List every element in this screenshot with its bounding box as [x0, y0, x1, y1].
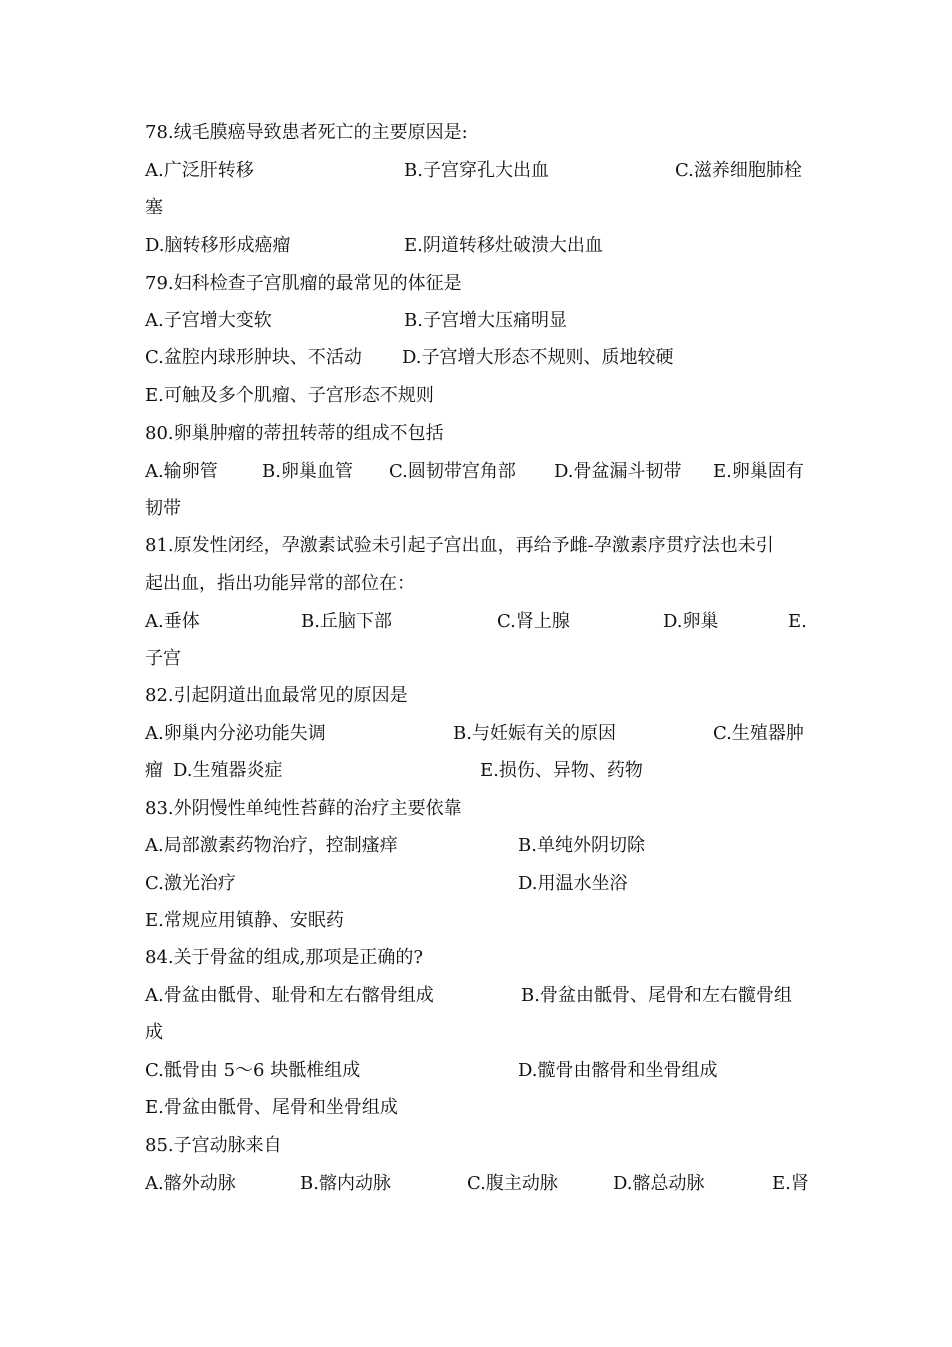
question-78-options-line-3 [0, 231, 952, 261]
question-78-stem-line [0, 118, 952, 148]
question-84-option-c: C.骶骨由 5～6 块骶椎组成 [145, 1060, 361, 1081]
question-80-option-d: D.骨盆漏斗韧带 [554, 461, 682, 482]
question-82-options-line-1 [0, 719, 952, 749]
question-84-stem-line [0, 943, 952, 973]
question-85-option-e: E.肾 [772, 1173, 809, 1194]
question-84-stem: 84.关于骨盆的组成,那项是正确的? [145, 947, 423, 968]
question-84-options-line-3 [0, 1056, 952, 1086]
question-79-option-d: D.子宫增大形态不规则、质地较硬 [402, 347, 674, 368]
question-83-options-line-2 [0, 869, 952, 899]
question-79-option-e: E.可触及多个肌瘤、子宫形态不规则 [145, 385, 434, 406]
question-85-option-c: C.腹主动脉 [467, 1173, 558, 1194]
question-85-options-line-1 [0, 1169, 952, 1199]
question-80-options-line-1 [0, 457, 952, 487]
question-80-option-a: A.输卵管 [145, 461, 218, 482]
question-85-stem-line [0, 1131, 952, 1161]
question-82-options-line-2 [0, 756, 952, 786]
question-81-stem: 81.原发性闭经，孕激素试验未引起子宫出血，再给予雌-孕激素序贯疗法也未引 [145, 535, 774, 556]
question-79-option-a: A.子宫增大变软 [145, 310, 272, 331]
question-83-option-d: D.用温水坐浴 [518, 873, 628, 894]
question-78-option-b: B.子宫穿孔大出血 [404, 160, 549, 181]
question-80-options-line-2 [0, 494, 952, 524]
question-78-option-c: C.滋养细胞肺栓 [675, 160, 802, 181]
question-80-option-c: C.圆韧带宫角部 [389, 461, 516, 482]
question-79-option-b: B.子宫增大压痛明显 [404, 310, 567, 331]
question-78-stem: 78.绒毛膜癌导致患者死亡的主要原因是: [145, 122, 468, 143]
question-81-option-d: D.卵巢 [663, 611, 719, 632]
question-83-option-b: B.单纯外阴切除 [518, 835, 645, 856]
question-83-options-line-3 [0, 906, 952, 936]
question-81-option-a: A.垂体 [145, 611, 200, 632]
question-79-options-line-3 [0, 381, 952, 411]
question-80-option-b: B.卵巢血管 [262, 461, 353, 482]
question-82-stem-line [0, 681, 952, 711]
question-83-option-c: C.激光治疗 [145, 873, 236, 894]
question-82-option-e: E.损伤、异物、药物 [480, 760, 643, 781]
question-83-stem-line [0, 794, 952, 824]
question-85-option-b: B.髂内动脉 [300, 1173, 391, 1194]
question-81-option-e: E. [788, 611, 807, 632]
question-85-stem: 85.子宫动脉来自 [145, 1135, 282, 1156]
question-84-options-line-4 [0, 1093, 952, 1123]
question-83-stem: 83.外阴慢性单纯性苔藓的治疗主要依靠 [145, 798, 462, 819]
question-82-option-d: D.生殖器炎症 [173, 760, 283, 781]
question-81-option-c: C.肾上腺 [497, 611, 570, 632]
question-83-options-line-1 [0, 831, 952, 861]
question-84-option-e: E.骨盆由骶骨、尾骨和坐骨组成 [145, 1097, 398, 1118]
question-83-option-a: A.局部激素药物治疗，控制瘙痒 [145, 835, 398, 856]
question-79-options-line-1 [0, 306, 952, 336]
question-79-stem: 79.妇科检查子宫肌瘤的最常见的体征是 [145, 273, 462, 294]
question-85-option-d: D.髂总动脉 [613, 1173, 705, 1194]
question-78-option-a: A.广泛肝转移 [145, 160, 254, 181]
question-84-option-b: B.骨盆由骶骨、尾骨和左右髋骨组 [521, 985, 792, 1006]
question-81-option-b: B.丘脑下部 [301, 611, 392, 632]
question-81-stem-line-2 [0, 569, 952, 599]
question-80-option-e-wrap: 韧带 [145, 498, 181, 519]
question-83-option-e: E.常规应用镇静、安眠药 [145, 910, 344, 931]
question-84-options-line-2 [0, 1018, 952, 1048]
question-80-stem: 80.卵巢肿瘤的蒂扭转蒂的组成不包括 [145, 423, 444, 444]
question-82-option-b: B.与妊娠有关的原因 [453, 723, 616, 744]
question-78-option-c-wrap: 塞 [145, 197, 163, 218]
question-84-option-d: D.髋骨由髂骨和坐骨组成 [518, 1060, 718, 1081]
question-79-options-line-2 [0, 343, 952, 373]
question-78-options-line-1 [0, 156, 952, 186]
question-80-stem-line [0, 419, 952, 449]
question-79-option-c: C.盆腔内球形肿块、不活动 [145, 347, 362, 368]
question-82-option-c-wrap: 瘤 [145, 760, 163, 781]
question-81-stem-wrap: 起出血，指出功能异常的部位在： [145, 573, 415, 594]
question-84-option-a: A.骨盆由骶骨、耻骨和左右髂骨组成 [145, 985, 434, 1006]
question-82-stem: 82.引起阴道出血最常见的原因是 [145, 685, 408, 706]
question-78-option-d: D.脑转移形成癌瘤 [145, 235, 291, 256]
question-85-option-a: A.髂外动脉 [145, 1173, 236, 1194]
question-84-option-b-wrap: 成 [145, 1022, 163, 1043]
question-80-option-e: E.卵巢固有 [713, 461, 804, 482]
question-82-option-a: A.卵巢内分泌功能失调 [145, 723, 326, 744]
question-78-option-e: E.阴道转移灶破溃大出血 [404, 235, 603, 256]
question-81-options-line-2 [0, 644, 952, 674]
question-81-option-e-wrap: 子宫 [145, 648, 181, 669]
question-82-option-c: C.生殖器肿 [713, 723, 804, 744]
question-81-options-line-1 [0, 607, 952, 637]
question-81-stem-line-1 [0, 531, 952, 561]
question-79-stem-line [0, 269, 952, 299]
question-78-options-line-2 [0, 193, 952, 223]
question-84-options-line-1 [0, 981, 952, 1011]
